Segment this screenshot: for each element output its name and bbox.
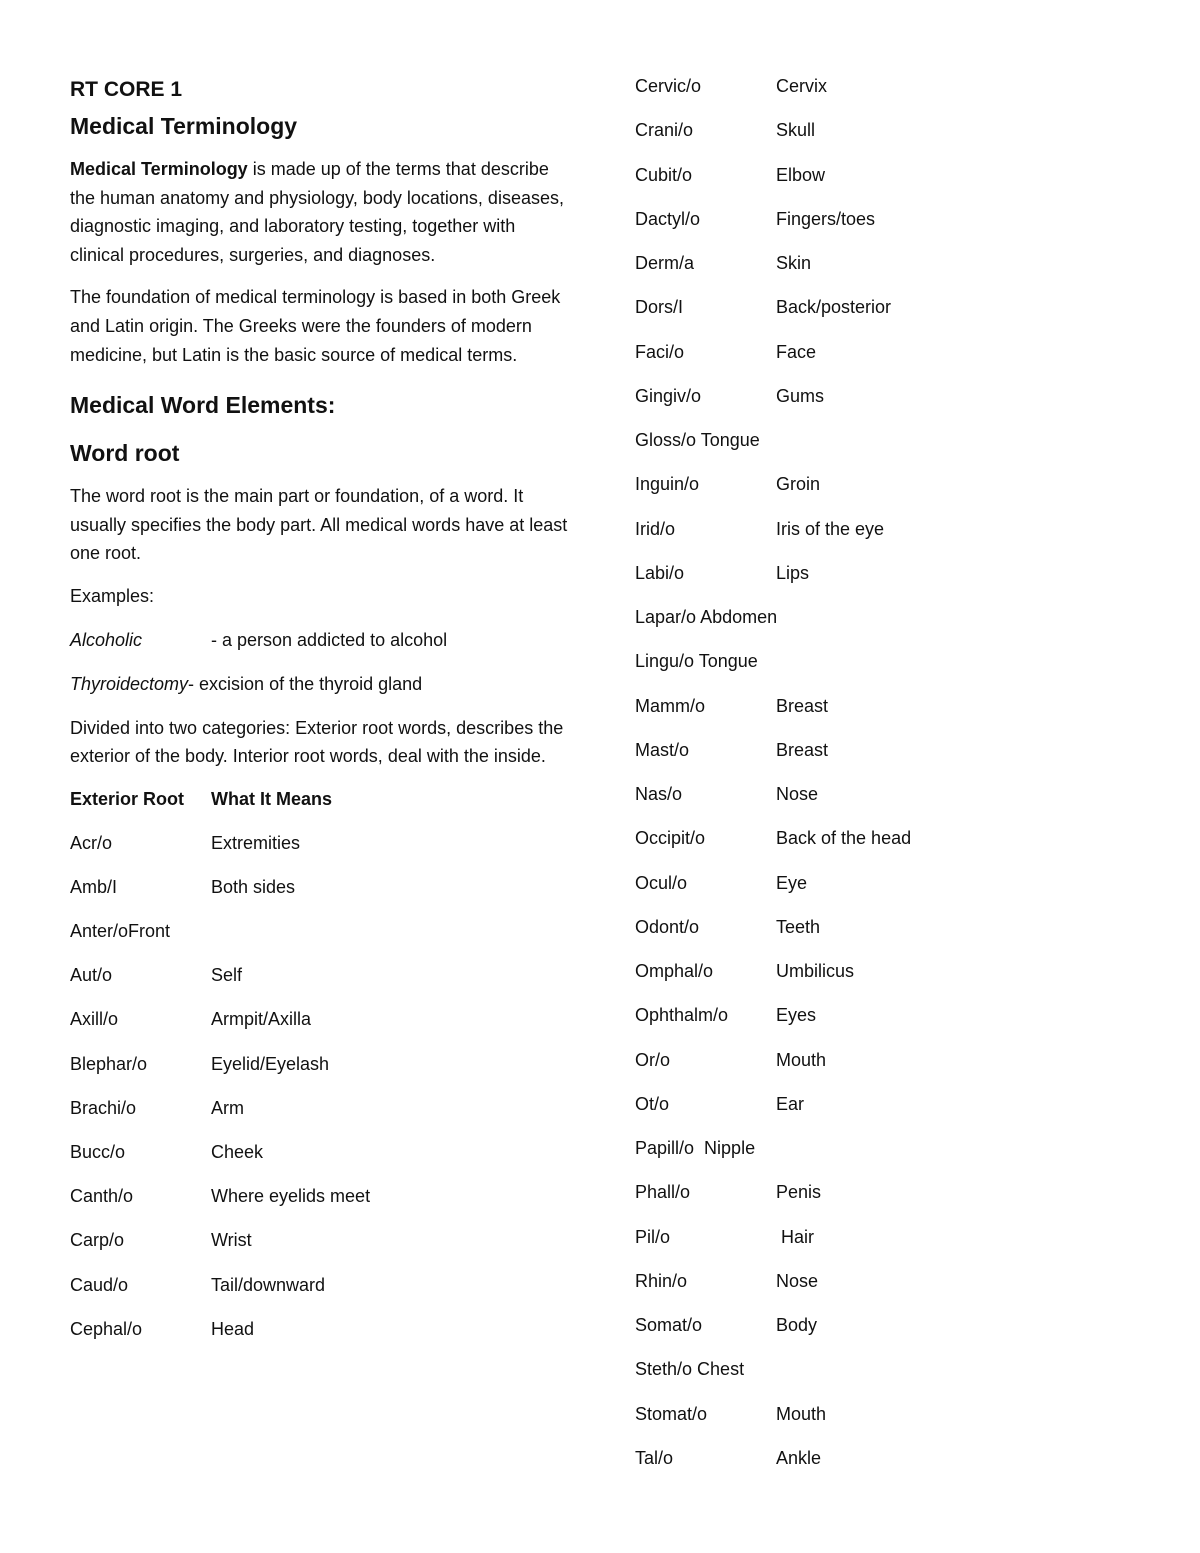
root-row	[635, 426, 1155, 470]
root-meaning: Nipple	[694, 1138, 756, 1158]
root-row	[635, 515, 1155, 559]
example-term: Thyroidectomy	[70, 673, 189, 694]
root-term: Ot/o	[635, 1093, 670, 1114]
root-meaning: Penis	[776, 1182, 822, 1203]
root-meaning: Both sides	[211, 876, 296, 897]
root-term: Cephal/o	[70, 1318, 143, 1339]
root-term: Acr/o	[70, 832, 113, 853]
foundation-paragraph: The foundation of medical terminology is based in both Greek and Latin origin. The Greeks were the founders of modern medicine, but Latin is the basic source of medical terms.	[70, 287, 561, 365]
root-meaning: Umbilicus	[776, 961, 855, 981]
root-row	[635, 1178, 1155, 1222]
root-term: Aut/o	[70, 965, 113, 986]
root-row	[70, 873, 570, 917]
root-meaning: Fingers/toes	[776, 208, 876, 229]
root-row	[70, 1271, 570, 1315]
root-meaning: Arm	[211, 1097, 244, 1118]
col-header-meaning: What It Means	[211, 788, 333, 809]
root-term: Pil/o	[635, 1226, 671, 1247]
root-row	[635, 1090, 1155, 1134]
page-title: Medical Terminology	[70, 113, 298, 139]
root-meaning: Mouth	[776, 1403, 827, 1424]
root-row	[635, 205, 1155, 249]
root-meaning: Body	[776, 1315, 818, 1335]
root-row	[635, 1400, 1155, 1444]
intro-bold-lead: Medical Terminology	[70, 159, 248, 179]
root-meaning: Face	[776, 341, 817, 362]
root-meaning: Armpit/Axilla	[211, 1009, 312, 1030]
root-term: Dors/I	[635, 297, 684, 318]
intro-rest: is made up of the terms that describe the human anatomy and physiology, body locations, diseases, diagnostic imaging, and laboratory testing, together with clinical procedures, surgeries, and diagnoses.	[70, 159, 564, 265]
word-root-description: The word root is the main part or foundation, of a word. It usually specifies the body part. All medical words have at least one root.	[70, 486, 568, 564]
table-header	[70, 785, 570, 813]
root-row	[635, 249, 1155, 293]
root-row	[70, 917, 570, 961]
root-meaning: Breast	[776, 739, 829, 760]
root-term: Stomat/o	[635, 1403, 708, 1424]
root-term: Axill/o	[70, 1009, 119, 1030]
root-row	[635, 913, 1155, 957]
root-row	[635, 780, 1155, 824]
root-term: Blephar/o	[70, 1053, 148, 1074]
root-meaning: Gums	[776, 385, 825, 406]
root-row	[635, 161, 1155, 205]
root-row	[70, 829, 570, 873]
root-row	[635, 72, 1155, 116]
elements-heading: Medical Word Elements:	[70, 392, 336, 419]
root-term: Amb/I	[70, 876, 118, 897]
root-meaning: Elbow	[776, 164, 826, 185]
root-term: Lapar/o	[635, 607, 697, 627]
root-term: Tal/o	[635, 1447, 674, 1468]
root-term: Mast/o	[635, 739, 690, 760]
root-meaning: Cervix	[776, 76, 828, 96]
root-meaning: Tail/downward	[211, 1274, 326, 1295]
root-term: Inguin/o	[635, 474, 700, 495]
root-term: Cubit/o	[635, 164, 693, 185]
root-term: Nas/o	[635, 784, 683, 804]
root-meaning: Tongue	[696, 430, 760, 450]
root-row	[635, 1134, 1155, 1178]
examples-label: Examples:	[70, 585, 155, 606]
root-term: Faci/o	[635, 341, 685, 362]
course-code: RT CORE 1	[70, 78, 183, 101]
root-term: Dactyl/o	[635, 208, 701, 229]
root-meaning: Front	[128, 921, 171, 942]
root-term: Canth/o	[70, 1186, 134, 1207]
root-term: Caud/o	[70, 1274, 129, 1295]
categories-paragraph: Divided into two categories: Exterior root words, describes the exterior of the body. Interior root words, deal with the inside.	[70, 717, 564, 767]
example-row	[70, 626, 570, 654]
root-term: Gingiv/o	[635, 385, 702, 406]
root-term: Ocul/o	[635, 872, 688, 893]
root-row	[70, 1050, 570, 1094]
root-term: Somat/o	[635, 1315, 703, 1335]
root-meaning: Nose	[776, 1270, 819, 1291]
root-meaning: Tongue	[694, 651, 758, 672]
root-meaning: Back of the head	[776, 828, 912, 849]
root-term: Rhin/o	[635, 1270, 688, 1291]
right-root-list	[635, 72, 1155, 1488]
root-term: Carp/o	[70, 1230, 125, 1251]
root-term: Anter/o	[70, 921, 129, 942]
root-meaning: Head	[211, 1318, 255, 1339]
root-row	[70, 961, 570, 1005]
root-row	[635, 1444, 1155, 1488]
root-row	[70, 1094, 570, 1138]
root-meaning: Groin	[776, 474, 821, 495]
root-meaning: Teeth	[776, 916, 821, 937]
root-term: Ophthalm/o	[635, 1005, 729, 1026]
example-row	[70, 670, 570, 698]
root-meaning: Where eyelids meet	[211, 1186, 371, 1207]
root-row	[70, 1182, 570, 1226]
root-row	[635, 1223, 1155, 1267]
root-term: Cervic/o	[635, 76, 702, 96]
root-row	[635, 1355, 1155, 1399]
root-meaning: Eyes	[776, 1005, 817, 1026]
root-meaning: Eye	[776, 872, 808, 893]
root-meaning: Eyelid/Eyelash	[211, 1053, 330, 1074]
root-meaning: Skin	[776, 253, 812, 273]
root-row	[635, 116, 1155, 160]
root-row	[70, 1226, 570, 1270]
root-row	[635, 957, 1155, 1001]
root-meaning: Cheek	[211, 1142, 264, 1163]
root-term: Steth/o	[635, 1359, 693, 1380]
root-meaning: Ankle	[776, 1447, 822, 1468]
root-row	[635, 736, 1155, 780]
root-meaning: Chest	[692, 1359, 745, 1380]
example-definition: - a person addicted to alcohol	[211, 629, 448, 650]
root-row	[635, 1311, 1155, 1355]
root-term: Phall/o	[635, 1182, 691, 1203]
root-meaning: Back/posterior	[776, 297, 892, 318]
root-meaning: Breast	[776, 695, 829, 716]
root-meaning: Iris of the eye	[776, 518, 885, 539]
root-row	[635, 1267, 1155, 1311]
root-row	[635, 869, 1155, 913]
root-meaning: Wrist	[211, 1230, 252, 1251]
root-meaning: Ear	[776, 1093, 805, 1114]
root-meaning: Abdomen	[696, 607, 778, 627]
root-row	[635, 603, 1155, 647]
root-row	[635, 692, 1155, 736]
root-term: Derm/a	[635, 253, 695, 273]
root-term: Gloss/o	[635, 430, 697, 450]
root-term: Crani/o	[635, 120, 694, 141]
root-term: Lingu/o	[635, 651, 695, 672]
root-meaning: Lips	[776, 562, 810, 583]
root-meaning: Hair	[776, 1226, 815, 1247]
root-row	[635, 382, 1155, 426]
root-row	[70, 1005, 570, 1049]
root-row	[70, 1138, 570, 1182]
root-term: Occipit/o	[635, 828, 706, 849]
root-term: Bucc/o	[70, 1142, 126, 1163]
example-term: Alcoholic	[70, 629, 143, 650]
root-row	[635, 824, 1155, 868]
root-term: Labi/o	[635, 562, 685, 583]
root-row	[635, 559, 1155, 603]
root-row	[635, 1001, 1155, 1045]
root-term: Omphal/o	[635, 961, 714, 981]
example-definition: - excision of the thyroid gland	[188, 673, 423, 694]
intro-paragraph	[70, 155, 570, 269]
root-term: Odont/o	[635, 916, 700, 937]
root-row	[70, 1315, 570, 1359]
root-meaning: Mouth	[776, 1049, 827, 1070]
root-row	[635, 470, 1155, 514]
root-row	[635, 293, 1155, 337]
col-header-root: Exterior Root	[70, 788, 185, 809]
left-root-list	[70, 829, 570, 1359]
root-term: Irid/o	[635, 518, 676, 539]
root-meaning: Nose	[776, 784, 819, 804]
root-term: Brachi/o	[70, 1097, 137, 1118]
root-row	[635, 647, 1155, 691]
word-root-heading: Word root	[70, 440, 180, 467]
root-row	[635, 1046, 1155, 1090]
left-column	[70, 72, 570, 1359]
root-row	[635, 338, 1155, 382]
root-term: Mamm/o	[635, 695, 706, 716]
right-column	[635, 72, 1155, 1488]
root-term: Papill/o	[635, 1138, 695, 1158]
root-meaning: Extremities	[211, 832, 301, 853]
root-meaning: Self	[211, 965, 243, 986]
root-meaning: Skull	[776, 120, 816, 141]
root-term: Or/o	[635, 1049, 671, 1070]
